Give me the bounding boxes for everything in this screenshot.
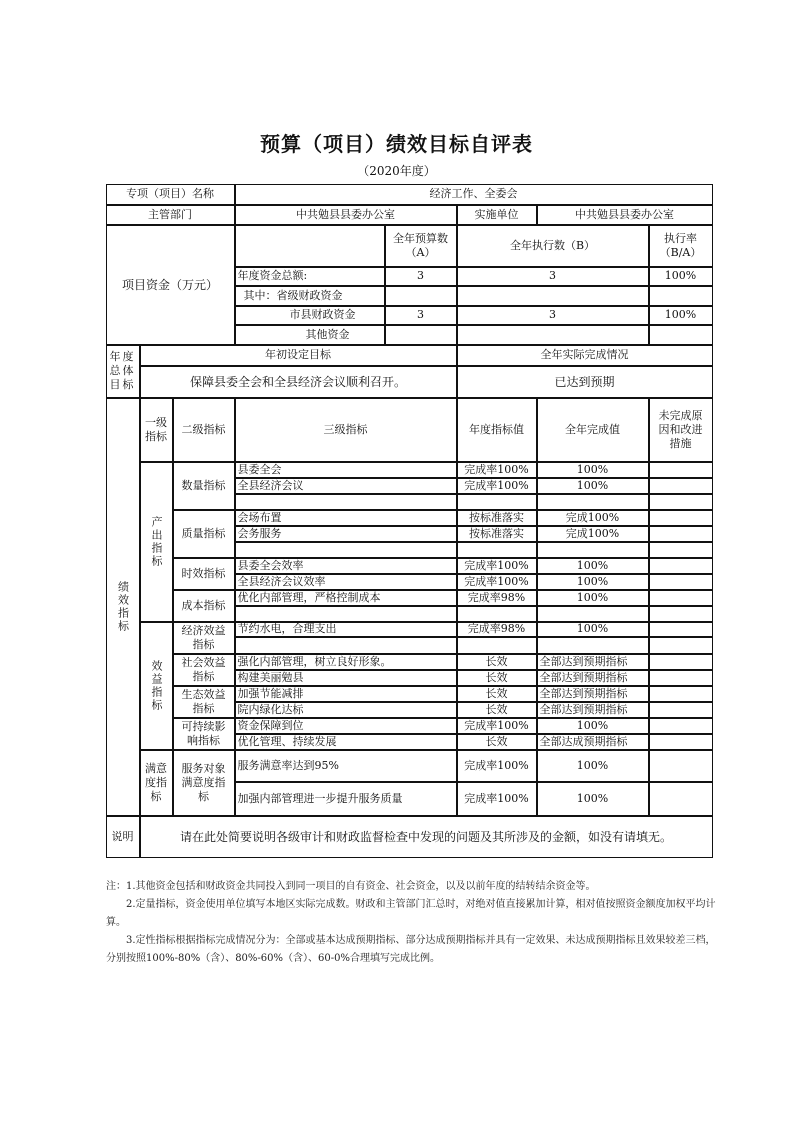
reason-cell [649, 702, 713, 718]
level2-indicator: 服务对象满意度指标 [173, 750, 235, 816]
target-value [457, 494, 537, 510]
level3-indicator: 优化管理、持续发展 [235, 734, 457, 750]
fund-row-rate: 100% [649, 306, 713, 325]
reason-cell [649, 558, 713, 574]
level3-indicator: 会务服务 [235, 526, 457, 542]
fund-row-actual: 3 [457, 306, 649, 325]
header-actual: 全年完成值 [537, 398, 649, 462]
actual-value: 全部达成预期指标 [537, 734, 649, 750]
target-value: 长效 [457, 670, 537, 686]
page-subtitle: （2020年度） [357, 164, 436, 178]
overall-goal: 保障县委全会和全县经济会议顺利召开。 [140, 366, 457, 398]
level1-satisfaction: 满意度指标 [140, 750, 173, 816]
remarks-text: 请在此处简要说明各级审计和财政监督检查中发现的问题及其所涉及的金额，如没有请填无。 [140, 816, 713, 858]
target-value: 完成率100% [457, 750, 537, 782]
level3-indicator: 院内绿化达标 [235, 702, 457, 718]
target-value: 完成率100% [457, 718, 537, 734]
level2-indicator: 可持续影响指标 [173, 718, 235, 750]
level2-indicator: 质量指标 [173, 510, 235, 558]
level3-indicator: 节约水电，合理支出 [235, 622, 457, 637]
level3-indicator: 服务满意率达到95% [235, 750, 457, 782]
reason-cell [649, 637, 713, 654]
level2-indicator: 社会效益指标 [173, 654, 235, 686]
evaluation-table [106, 184, 713, 858]
actual-value [537, 542, 649, 558]
reason-cell [649, 750, 713, 782]
level1-output: 产出指标 [140, 462, 173, 622]
level3-indicator [235, 494, 457, 510]
funds-header-blank [235, 225, 385, 267]
overall-goal-header: 年初设定目标 [140, 345, 457, 366]
header-level1: 一级指标 [140, 398, 173, 462]
reason-cell [649, 718, 713, 734]
actual-value: 完成100% [537, 510, 649, 526]
fund-row-name: 其他资金 [235, 325, 385, 345]
target-value: 完成率100% [457, 574, 537, 590]
reason-cell [649, 462, 713, 478]
fund-row-name: 其中：省级财政资金 [235, 286, 385, 306]
header-level2: 二级指标 [173, 398, 235, 462]
actual-value: 全部达到预期指标 [537, 654, 649, 670]
fund-row-actual [457, 325, 649, 345]
actual-value [537, 494, 649, 510]
fund-row-budget [385, 325, 457, 345]
actual-value: 100% [537, 462, 649, 478]
level2-indicator: 成本指标 [173, 590, 235, 622]
fund-row-actual: 3 [457, 267, 649, 286]
actual-value: 100% [537, 750, 649, 782]
fund-row-rate: 100% [649, 267, 713, 286]
level3-indicator: 资金保障到位 [235, 718, 457, 734]
impl-label: 实施单位 [457, 205, 537, 225]
reason-cell [649, 734, 713, 750]
fund-row-name: 年度资金总额: [235, 267, 385, 286]
actual-value: 全部达到预期指标 [537, 686, 649, 702]
level3-indicator: 强化内部管理，树立良好形象。 [235, 654, 457, 670]
actual-value: 100% [537, 590, 649, 606]
target-value: 完成率100% [457, 782, 537, 816]
reason-cell [649, 686, 713, 702]
level2-indicator: 经济效益指标 [173, 622, 235, 654]
funds-label: 项目资金（万元） [106, 225, 235, 345]
level3-indicator: 加强内部管理进一步提升服务质量 [235, 782, 457, 816]
level2-indicator: 生态效益指标 [173, 686, 235, 718]
header-reason: 未完成原因和改进措施 [649, 398, 713, 462]
actual-value: 100% [537, 558, 649, 574]
level3-indicator [235, 637, 457, 654]
actual-value: 100% [537, 782, 649, 816]
overall-result-header: 全年实际完成情况 [457, 345, 713, 366]
reason-cell [649, 526, 713, 542]
level3-indicator: 全县经济会议 [235, 478, 457, 494]
project-name-label: 专项（项目）名称 [106, 184, 235, 205]
target-value: 完成率98% [457, 622, 537, 637]
reason-cell [649, 606, 713, 622]
note-3: 3.定性指标根据指标完成情况分为：全部或基本达成预期指标、部分达成预期指标并具有一定效果、未达成预期指标且效果较差三档，分别按照100%-80%（含）、80%-60%（含）、60-0%合理填写完成比例。 [106, 935, 716, 964]
fund-row-budget: 3 [385, 267, 457, 286]
actual-value: 完成100% [537, 526, 649, 542]
actual-value: 全部达到预期指标 [537, 670, 649, 686]
level1-benefit: 效益指标 [140, 622, 173, 750]
target-value: 长效 [457, 654, 537, 670]
fund-row-rate [649, 325, 713, 345]
reason-cell [649, 622, 713, 637]
reason-cell [649, 654, 713, 670]
note-1: 注：1.其他资金包括和财政资金共同投入到同一项目的自有资金、社会资金，以及以前年度的结转结余资金等。 [106, 881, 596, 892]
level3-indicator: 全县经济会议效率 [235, 574, 457, 590]
overall-label: 年度总体目标 [106, 345, 140, 398]
target-value: 完成率100% [457, 462, 537, 478]
fund-row-budget: 3 [385, 306, 457, 325]
target-value: 完成率100% [457, 558, 537, 574]
level3-indicator: 县委全会效率 [235, 558, 457, 574]
impl-value: 中共勉县县委办公室 [537, 205, 713, 225]
target-value: 完成率100% [457, 478, 537, 494]
fund-row-name: 市县财政资金 [235, 306, 385, 325]
funds-header-rate: 执行率（B/A） [649, 225, 713, 267]
level2-indicator: 时效指标 [173, 558, 235, 590]
target-value: 长效 [457, 702, 537, 718]
target-value: 按标准落实 [457, 510, 537, 526]
project-name-value: 经济工作、全委会 [235, 184, 713, 205]
reason-cell [649, 494, 713, 510]
dept-label: 主管部门 [106, 205, 235, 225]
actual-value [537, 637, 649, 654]
target-value [457, 542, 537, 558]
fund-row-rate [649, 286, 713, 306]
reason-cell [649, 510, 713, 526]
performance-label: 绩效指标 [106, 398, 140, 816]
level3-indicator [235, 606, 457, 622]
level3-indicator: 县委全会 [235, 462, 457, 478]
fund-row-actual [457, 286, 649, 306]
reason-cell [649, 590, 713, 606]
page-title: 预算（项目）绩效目标自评表 [260, 132, 533, 156]
reason-cell [649, 782, 713, 816]
fund-row-budget [385, 286, 457, 306]
actual-value: 100% [537, 478, 649, 494]
reason-cell [649, 478, 713, 494]
actual-value: 100% [537, 718, 649, 734]
reason-cell [649, 542, 713, 558]
target-value: 完成率98% [457, 590, 537, 606]
reason-cell [649, 670, 713, 686]
dept-value: 中共勉县县委办公室 [235, 205, 457, 225]
level3-indicator: 会场布置 [235, 510, 457, 526]
actual-value: 全部达到预期指标 [537, 702, 649, 718]
level2-indicator: 数量指标 [173, 462, 235, 510]
notes [106, 878, 716, 968]
target-value [457, 606, 537, 622]
actual-value: 100% [537, 622, 649, 637]
funds-header-actual: 全年执行数（B） [457, 225, 649, 267]
target-value [457, 637, 537, 654]
target-value: 长效 [457, 734, 537, 750]
reason-cell [649, 574, 713, 590]
overall-result: 已达到预期 [457, 366, 713, 398]
actual-value [537, 606, 649, 622]
target-value: 长效 [457, 686, 537, 702]
target-value: 按标准落实 [457, 526, 537, 542]
level3-indicator [235, 542, 457, 558]
level3-indicator: 加强节能减排 [235, 686, 457, 702]
header-target: 年度指标值 [457, 398, 537, 462]
level3-indicator: 优化内部管理，严格控制成本 [235, 590, 457, 606]
note-2: 2.定量指标，资金使用单位填写本地区实际完成数。财政和主管部门汇总时，对绝对值直接累加计算，相对值按照资金额度加权平均计算。 [106, 899, 716, 928]
actual-value: 100% [537, 574, 649, 590]
funds-header-budget: 全年预算数（A） [385, 225, 457, 267]
level3-indicator: 构建美丽勉县 [235, 670, 457, 686]
remarks-label: 说明 [106, 816, 140, 858]
header-level3: 三级指标 [235, 398, 457, 462]
